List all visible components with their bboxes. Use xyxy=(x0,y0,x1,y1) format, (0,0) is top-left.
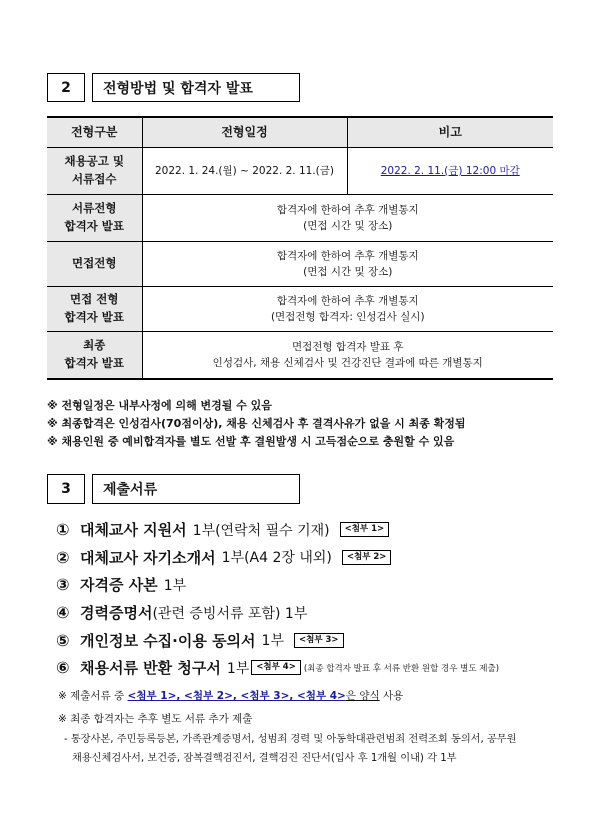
list-item: ③ 자격증 사본 1부 xyxy=(56,575,187,595)
section-3-header xyxy=(47,474,300,504)
table-row xyxy=(47,332,553,380)
document-list xyxy=(56,516,499,682)
attachment-tag: <첨부 4> xyxy=(251,660,301,675)
list-item: ① 대체교사 지원서 1부(연락처 필수 기재) <첨부 1> xyxy=(56,516,499,544)
section-number: 3 xyxy=(47,474,85,504)
column-header: 전형일정 xyxy=(142,117,347,148)
note-line: ※ 최종합격은 인성검사(70점이상), 채용 신체검사 후 결격사유가 없을 시 최종 확정됨 xyxy=(47,417,466,430)
list-item: ④ 경력증명서 (관련 증빙서류 포함) 1부 xyxy=(56,603,308,623)
list-item: ⑥ 채용서류 반환 청구서 1부 <첨부 4> (최종 합격자 발표 후 서류 반환 원할 경우 별도 제출) xyxy=(56,658,500,678)
section-2-header xyxy=(47,73,300,102)
table-row xyxy=(47,148,553,195)
extra-docs-note: ※ 최종 합격자는 추후 별도 서류 추가 제출 xyxy=(58,713,253,725)
schedule-cell: 합격자에 한하여 추후 개별통지 (면접 시간 및 장소) xyxy=(142,242,553,287)
column-header: 전형구분 xyxy=(47,117,142,148)
schedule-table xyxy=(47,116,553,380)
list-item: ② 대체교사 자기소개서 1부(A4 2장 내외) <첨부 2> xyxy=(56,544,499,572)
section-number: 2 xyxy=(47,73,85,102)
list-item: ⑤ 개인정보 수집·이용 동의서 1부 <첨부 3> xyxy=(56,626,499,654)
extra-note: (최종 합격자 발표 후 서류 반환 원할 경우 별도 제출) xyxy=(303,663,500,674)
deadline-text: 2022. 2. 11.(금) 12:00 마감 xyxy=(380,164,520,177)
attachment-tag: <첨부 2> xyxy=(342,550,392,565)
extra-docs-list: - 통장사본, 주민등록등본, 가족관계증명서, 성범죄 경력 및 아동학대관련범죄 전력조회 동의서, 공무원 채용신체검사서, 보건증, 잠복결핵검진서, 결핵검진 진단서(입사 후 1개월 이내) 각 1부 xyxy=(64,734,517,764)
section-title: 제출서류 xyxy=(92,474,300,504)
table-header-row xyxy=(47,117,553,148)
row-label: 서류전형 합격자 발표 xyxy=(47,195,142,242)
row-label: 면접전형 xyxy=(47,242,142,287)
note-line: ※ 채용인원 중 예비합격자를 별도 선발 후 결원발생 시 고득점순으로 충원할 수 있음 xyxy=(47,435,455,448)
schedule-cell: 합격자에 한하여 추후 개별통지 (면접전형 합격자: 인성검사 실시) xyxy=(142,287,553,332)
table-row xyxy=(47,195,553,242)
schedule-notes xyxy=(47,397,466,451)
row-label: 면접 전형 합격자 발표 xyxy=(47,287,142,332)
note-cell xyxy=(347,148,553,195)
section-title: 전형방법 및 합격자 발표 xyxy=(92,73,300,102)
attachment-tag: <첨부 3> xyxy=(294,633,344,648)
schedule-cell: 2022. 1. 24.(월) ~ 2022. 2. 11.(금) xyxy=(142,148,347,195)
table-row xyxy=(47,287,553,332)
row-label: 채용공고 및 서류접수 xyxy=(47,148,142,195)
note-line: ※ 전형일정은 내부사정에 의해 변경될 수 있음 xyxy=(47,399,272,412)
form-note: ※ 제출서류 중 <첨부 1>, <첨부 2>, <첨부 3>, <첨부 4>은 양식 사용 xyxy=(58,690,404,702)
schedule-cell: 면접전형 합격자 발표 후 인성검사, 채용 신체검사 및 건강진단 결과에 따른 개별통지 xyxy=(142,332,553,380)
form-tags: <첨부 1>, <첨부 2>, <첨부 3>, <첨부 4> xyxy=(127,690,346,702)
row-label: 최종 합격자 발표 xyxy=(47,332,142,380)
table-row xyxy=(47,242,553,287)
attachment-tag: <첨부 1> xyxy=(340,522,390,537)
column-header: 비고 xyxy=(347,117,553,148)
schedule-cell: 합격자에 한하여 추후 개별통지 (면접 시간 및 장소) xyxy=(142,195,553,242)
